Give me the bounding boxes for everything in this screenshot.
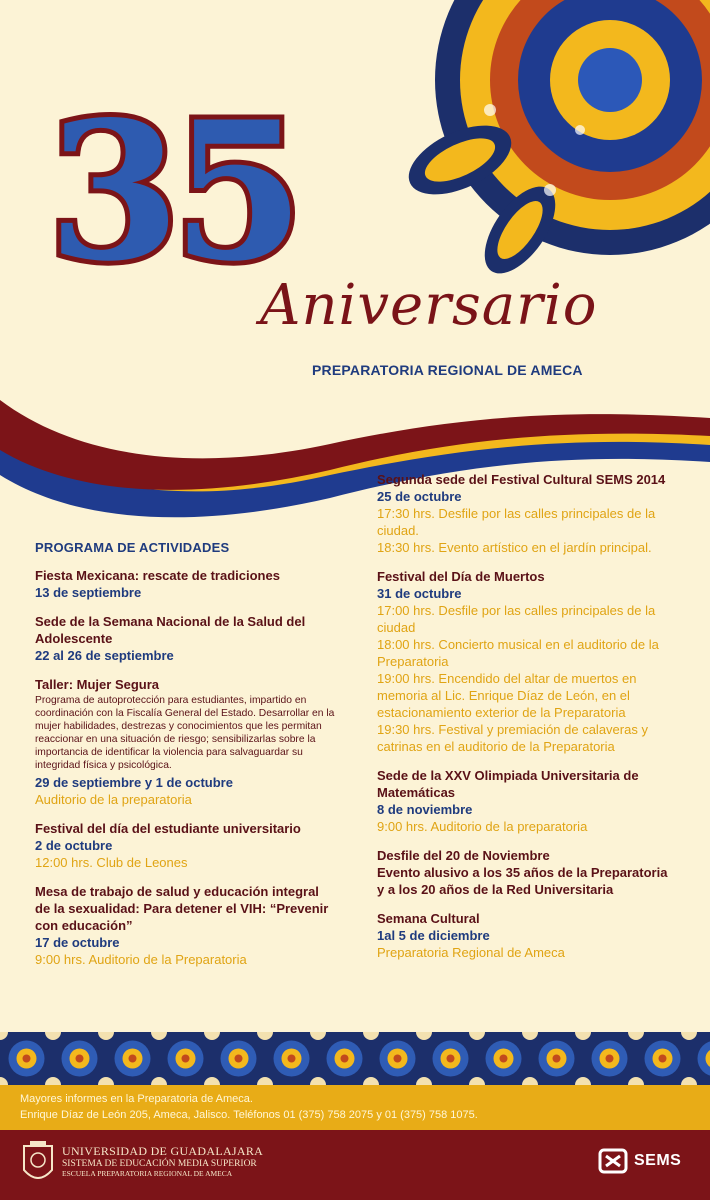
udg-system: SISTEMA DE EDUCACIÓN MEDIA SUPERIOR <box>62 1159 257 1169</box>
event-title: Sede de la XXV Olimpiada Universitaria de Matemáticas <box>377 768 639 800</box>
event-date: 8 de noviembre <box>377 802 473 817</box>
event-item <box>377 910 677 961</box>
number-35: 35 <box>48 108 297 278</box>
event-date: 2 de octubre <box>35 838 113 853</box>
event-title: Taller: Mujer Segura <box>35 677 160 692</box>
event-subtitle: Evento alusivo a los 35 años de la Preparatoria y a los 20 años de la Red Universitaria <box>377 865 668 897</box>
event-schedule-line: 18:30 hrs. Evento artístico en el jardín principal. <box>377 540 652 555</box>
event-item <box>377 847 677 898</box>
contact-line: Mayores informes en la Preparatoria de Ameca. <box>20 1093 253 1105</box>
udg-identity <box>62 1144 263 1178</box>
event-date: 1al 5 de diciembre <box>377 928 490 943</box>
event-schedule-line: 17:00 hrs. Desfile por las calles principales de la ciudad <box>377 603 656 635</box>
event-title: Festival del día del estudiante universitario <box>35 821 301 836</box>
event-date: 22 al 26 de septiembre <box>35 648 174 663</box>
event-item <box>377 568 677 755</box>
event-item <box>35 613 335 664</box>
program-heading: PROGRAMA DE ACTIVIDADES <box>35 540 230 555</box>
event-location: Preparatoria Regional de Ameca <box>377 945 565 960</box>
event-title: Mesa de trabajo de salud y educación integral de la sexualidad: Para detener el VIH: “Prevenir con educación” <box>35 884 329 933</box>
sems-logo-icon <box>598 1148 628 1174</box>
anniversary-number-graphic <box>48 108 328 278</box>
school-name: PREPARATORIA REGIONAL DE AMECA <box>312 362 583 378</box>
event-location: Auditorio de la preparatoria <box>35 792 192 807</box>
contact-footer <box>0 1085 710 1130</box>
anniversary-word: Aniversario <box>260 273 598 338</box>
udg-seal-icon <box>20 1140 56 1188</box>
event-schedule-line: 19:30 hrs. Festival y premiación de calaveras y catrinas en el auditorio de la Preparatoria <box>377 722 648 754</box>
right-column <box>377 471 677 961</box>
event-title: Segunda sede del Festival Cultural SEMS 2014 <box>377 472 666 487</box>
event-schedule-line: 18:00 hrs. Concierto musical en el auditorio de la Preparatoria <box>377 637 659 669</box>
event-item <box>377 767 677 835</box>
event-date: 31 de octubre <box>377 586 462 601</box>
event-description: Programa de autoprotección para estudiantes, impartido en coordinación con la Fiscalía General del Estado. Desarrollar en la mujer habilidades, destrezas y conocimientos que les permitan reaccionar en una situación de riesgo; sensibilizarlas sobre la importancia de identificar la violencia para salvaguardar su integridad física y psicológica. <box>35 695 335 771</box>
event-location: 9:00 hrs. Auditorio de la Preparatoria <box>35 952 247 967</box>
event-date: 13 de septiembre <box>35 585 142 600</box>
event-item <box>35 883 335 968</box>
contact-address: Enrique Díaz de León 205, Ameca, Jalisco. Teléfonos 01 (375) 758 2075 y 01 (375) 758 1075. <box>20 1109 478 1121</box>
event-title: Semana Cultural <box>377 911 480 926</box>
udg-name: UNIVERSIDAD DE GUADALAJARA <box>62 1144 264 1158</box>
left-column <box>35 540 335 968</box>
event-location: 12:00 hrs. Club de Leones <box>35 855 188 870</box>
udg-school: ESCUELA PREPARATORIA REGIONAL DE AMECA <box>62 1169 233 1178</box>
event-schedule-line: 9:00 hrs. Auditorio de la preparatoria <box>377 819 588 834</box>
event-item <box>35 676 335 808</box>
event-date: 25 de octubre <box>377 489 462 504</box>
event-item <box>377 471 677 556</box>
talavera-tile-strip <box>0 1032 710 1085</box>
event-item <box>35 820 335 871</box>
event-schedule-line: 17:30 hrs. Desfile por las calles principales de la ciudad. <box>377 506 656 538</box>
event-schedule-line: 19:00 hrs. Encendido del altar de muertos en memoria al Lic. Enrique Díaz de León, en el estacionamiento exterior de la Preparatoria <box>377 671 637 720</box>
sems-logo <box>598 1148 681 1174</box>
event-title: Sede de la Semana Nacional de la Salud del Adolescente <box>35 614 306 646</box>
event-title: Fiesta Mexicana: rescate de tradiciones <box>35 568 280 583</box>
event-item <box>35 567 335 601</box>
event-date: 17 de octubre <box>35 935 120 950</box>
event-title: Desfile del 20 de Noviembre <box>377 848 550 863</box>
event-title: Festival del Día de Muertos <box>377 569 545 584</box>
event-date: 29 de septiembre y 1 de octubre <box>35 775 233 790</box>
sems-label: SEMS <box>634 1152 682 1169</box>
